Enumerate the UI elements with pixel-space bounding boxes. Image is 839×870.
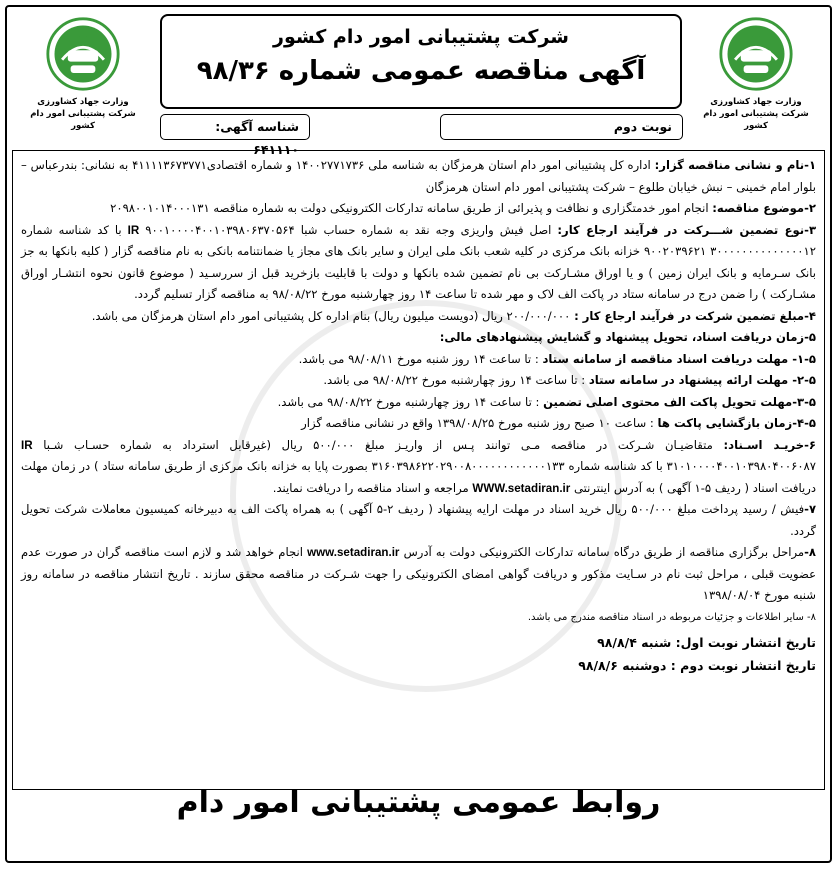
logo-caption-company: شرکت پشتیبانی امور دام کشور <box>703 109 809 131</box>
jihad-emblem-icon <box>718 16 794 92</box>
section-6-text-a: متقاضیـان شـرکت در مناقصه مـی توانند پـس از واریـز مبلغ ۵۰۰/۰۰۰ ریال (غیرقابل استرداد به شماره حسـاب شـبا <box>32 437 724 452</box>
company-title: شرکت پشتیبانی امور دام کشور <box>273 26 569 48</box>
section-8-label: ۸- <box>804 545 816 559</box>
section-3-label: ۳-نوع تضمین شـــرکت در فرآیند ارجاع کار: <box>557 222 817 237</box>
section-5-2-label: ۲-۵- مهلت ارائه پیشنهاد در سامانه ستاد <box>588 373 816 387</box>
section-1-text: اداره کل پشتیبانی امور دام استان هرمزگان به شناسه ملی ۱۴۰۰۲۷۷۱۷۳۶ و شماره اقتصادی۴۱۱۱۱۳۶۷۳۷۷۱ به نشانی: بندرعباس – بلوار امام خمینی – نبش خیابان طلوع – شرکت پشتیبانی امور دام استان هرمزگان <box>21 158 816 194</box>
section-5-4-text: : ساعت ۱۰ صبح روز شنبه مورخ ۱۳۹۸/۰۸/۲۵ واقع در نشانی مناقصه گزار <box>301 416 658 430</box>
section-5-2 <box>21 370 816 392</box>
jihad-logo-right <box>701 16 811 131</box>
section-7-label: ۷- <box>804 502 817 516</box>
section-3 <box>21 220 816 306</box>
section-5-1-text: : تا ساعت ۱۴ روز شنبه مورخ ۹۸/۰۸/۱۱ می باشد. <box>298 351 543 366</box>
section-5-2-text: : تا ساعت ۱۴ روز چهارشنبه مورخ ۹۸/۰۸/۲۲ می باشد. <box>323 373 589 387</box>
setadiran-link[interactable]: WWW.setadiran.ir <box>472 481 571 495</box>
logo-caption-ministry: وزارت جهاد کشاورزی <box>710 97 802 107</box>
logo-caption-company: شرکت پشتیبانی امور دام کشور <box>30 109 136 131</box>
tender-title: آگهی مناقصه عمومی شماره ۹۸/۳۶ <box>196 56 646 86</box>
section-5-4 <box>21 413 816 435</box>
section-6-iban-prefix: IR <box>21 438 33 452</box>
section-3-iban-prefix: IR <box>127 223 140 237</box>
section-5-4-label: ۴-۵-زمان بازگشایی پاکت ها <box>657 416 816 430</box>
section-5-3 <box>21 392 816 414</box>
publication-dates <box>21 631 816 677</box>
section-8 <box>21 542 816 607</box>
section-1-label: ۱-نام و نشانی مناقصه گزار: <box>654 158 817 172</box>
publication-date-second: تاریخ انتشار نوبت دوم : دوشنبه ۹۸/۸/۶ <box>578 658 816 673</box>
setadiran-link-2[interactable]: www.setadiran.ir <box>307 546 400 559</box>
notice-body <box>12 150 825 790</box>
jihad-logo-left <box>28 16 138 131</box>
section-8-text-b: انجام خواهد شد و لازم است مناقصه گران در صورت عدم عضویت قبلی ، مراحل ثبت نام در سـایت مذکور و دریافت گواهی امضای الکترونیکی را جهت شـرکت در مناقصه محقق سازند . تاریخ انتشار مناقصه در سامانه روز شنبه مورخ ۱۳۹۸/۰۸/۰۴ <box>21 545 816 602</box>
section-8-text-a: مراحل برگزاری مناقصه از طریق درگاه سامانه تدارکات الکترونیکی دولت به آدرس <box>399 545 805 559</box>
round-box: نوبت دوم <box>440 114 683 140</box>
jihad-emblem-icon <box>45 16 121 92</box>
section-3-text-a: اصل فیش واریزی وجه نقد به شماره حساب شبا <box>294 222 558 237</box>
section-8-note: ۸- سایر اطلاعات و جزئیات مربوطه در اسناد مناقصه مندرج می باشد. <box>527 611 816 623</box>
section-6 <box>21 435 816 500</box>
section-5-3-text: : تا ساعت ۱۴ روز چهارشنبه مورخ ۹۸/۰۸/۲۲ می باشد. <box>277 394 544 409</box>
section-5-3-label: ۳-۵-مهلت تحویل پاکت الف محتوی اصلی تضمین <box>543 394 816 409</box>
section-2 <box>21 198 816 220</box>
section-4-text: ۲۰۰/۰۰۰/۰۰۰ ریال (دویست میلیون ریال) بنام اداره کل پشتیبانی امور دام استان هرمزگان می باشد. <box>91 308 575 323</box>
section-5-1-label: ۱-۵- مهلت دریافت اسناد مناقصه از سامانه ستاد <box>542 351 816 366</box>
section-7-text: فیش / رسید پرداخت مبلغ ۵۰۰/۰۰۰ ریال خرید اسناد در مهلت ارایه پیشنهاد ( ردیف ۲-۵ آگهی ) به همراه پاکت الف به دبیرخانه کمیسیون معاملات شرکت تحویل گردد. <box>21 502 816 538</box>
section-6-text-c: مراجعه و اسناد مناقصه را دریافت نمایند. <box>272 480 473 495</box>
notice-id-box: شناسه آگهی: ۶۴۱۱۱۰ <box>160 114 310 140</box>
section-2-label: ۲-موضوع مناقصه: <box>712 201 816 215</box>
section-6-label: ۶-خریـد اسـناد: <box>723 437 816 452</box>
logo-caption-ministry: وزارت جهاد کشاورزی <box>37 97 129 107</box>
footer-signature: روابط عمومی پشتیبانی امور دام <box>176 785 661 820</box>
section-5-heading: ۵-زمان دریافت اسناد، تحویل پیشنهاد و گشایش پیشنهادهای مالی: <box>439 330 816 344</box>
section-3-text-b: ۹۰۰۱۰۰۰۰۴۰۰۱۰۳۹۸۰۶۳۷۰۵۶۴ با کد شناسه شماره ۳۰۰۰۰۰۰۰۰۰۰۰۰۰۰۱۲ ۹۰۰۲۰۳۹۶۲۱ خزانه بانک مرکزی در کلیه شعب بانک ملی ایران و سایر بانک های مجاز یا ضمانتنامه بانکی به نام مناقصه گزار ( کلیه بانکها به جز بانک سـرمایه و بانک ایران زمین ) و یا اوراق مشـارکت بی نام تضمین شده بانکها و دولت با قابلیت بازخرید قبل از سررسـید ( موضوع قانون نحوه انتشـار اوراق مشـارکت ) را ضمن درج در سامانه ستاد در پاکت الف لاک و مهر شده تا ساعت ۱۴ روز چهارشنبه مورخ ۹۸/۰۸/۲۲ به مناقصه گزار تسلیم گردد. <box>21 222 816 301</box>
section-7 <box>21 499 816 542</box>
title-box <box>160 14 682 109</box>
publication-date-first: تاریخ انتشار نوبت اول: شنبه ۹۸/۸/۴ <box>597 635 816 650</box>
section-4-label: ۴-مبلغ تضمین شرکت در فرآیند ارجاع کار : <box>574 308 816 323</box>
section-2-text: انجام امور خدمتگزاری و نظافت و پذیرائی از طریق سامانه تدارکات الکترونیکی دولت به شماره مناقصه ۲۰۹۸۰۰۱۰۱۴۰۰۰۱۳۱ <box>110 201 713 215</box>
section-5-1 <box>21 349 816 371</box>
section-6-text-b: ۳۱۰۱۰۰۰۰۴۰۰۱۰۳۹۸۰۴۰۰۶۰۸۷ با کد شناسه شماره ۳۱۶۰۳۹۸۶۲۲۰۲۹۰۰۸۰۰۰۰۰۰۰۰۰۰۰۰۱۳۳ بصورت پایا به خزانه بانک مرکزی از طریق سامانه ستاد ) در زمان مهلت دریافت اسناد ( ردیف ۵-۱ آگهی ) به آدرس اینترنتی <box>21 459 816 495</box>
section-1 <box>21 155 816 198</box>
section-4 <box>21 306 816 328</box>
